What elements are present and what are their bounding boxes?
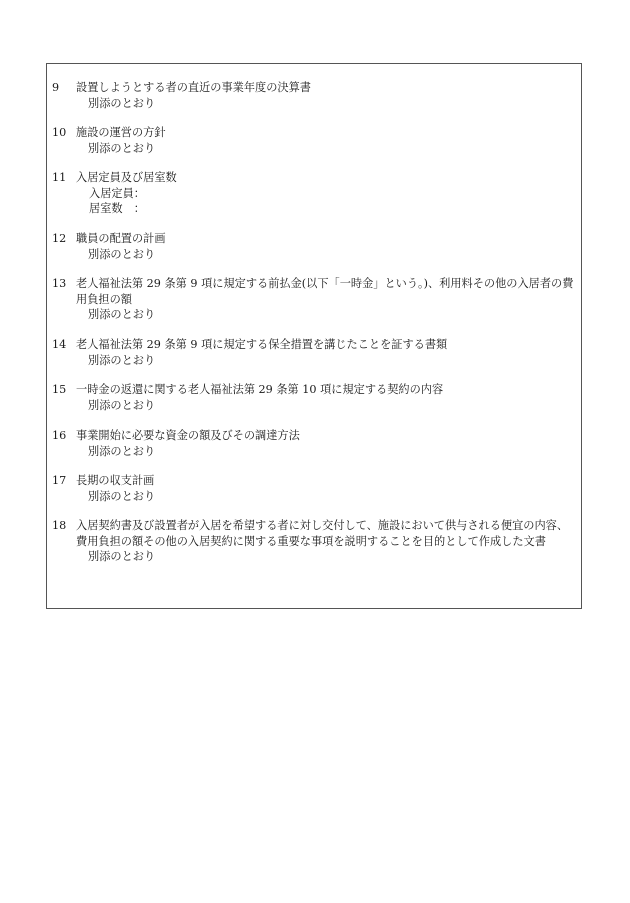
item-heading: 長期の収支計画 (76, 474, 155, 487)
item-heading: 老人福祉法第 29 条第 9 項に規定する保全措置を講じたことを証する書類 (76, 338, 448, 351)
item-number: 10 (52, 126, 67, 139)
item-16 (52, 428, 575, 459)
item-body: 別添のとおり (88, 96, 156, 110)
item-body: 別添のとおり (88, 308, 156, 321)
capacity-label: 入居定員： (89, 186, 145, 200)
item-13 (52, 276, 575, 323)
item-number: 12 (52, 232, 67, 245)
item-number: 13 (52, 277, 67, 290)
item-body: 別添のとおり (88, 141, 156, 155)
item-15 (52, 382, 575, 413)
item-body: 別添のとおり (88, 353, 156, 367)
item-body: 別添のとおり (88, 247, 156, 261)
item-heading: 一時金の返還に関する老人福祉法第 29 条第 10 項に規定する契約の内容 (76, 383, 444, 396)
item-11 (52, 170, 575, 217)
item-10 (52, 125, 575, 156)
item-body: 別添のとおり (88, 550, 156, 563)
item-number: 18 (52, 519, 67, 532)
item-number: 14 (52, 338, 67, 351)
item-heading: 入居契約書及び設置者が入居を希望する者に対し交付して、施設において供与される便宜の内容、費用負担の額その他の入居契約に関する重要な事項を説明することを目的として作成した文書 (76, 519, 569, 548)
item-heading: 入居定員及び居室数 (76, 171, 177, 184)
item-body: 別添のとおり (88, 444, 156, 458)
item-9 (52, 80, 575, 111)
item-number: 9 (52, 81, 60, 94)
item-heading: 老人福祉法第 29 条第 9 項に規定する前払金(以下「一時金」という。)、利用料その他の入居者の費用負担の額 (76, 277, 574, 306)
document-frame (46, 63, 582, 609)
item-number: 15 (52, 383, 67, 396)
item-12 (52, 231, 575, 262)
item-heading: 事業開始に必要な資金の額及びその調達方法 (76, 429, 300, 442)
item-number: 16 (52, 429, 67, 442)
room-count-label: 居室数 ： (89, 202, 145, 215)
item-heading: 施設の運営の方針 (76, 126, 166, 139)
item-heading: 職員の配置の計画 (76, 232, 166, 245)
item-17 (52, 473, 575, 504)
item-body: 別添のとおり (88, 398, 156, 412)
item-heading: 設置しようとする者の直近の事業年度の決算書 (76, 81, 311, 94)
item-body: 別添のとおり (88, 489, 156, 503)
item-number: 17 (52, 474, 67, 487)
item-14 (52, 337, 575, 368)
item-18 (52, 518, 575, 565)
item-number: 11 (52, 171, 67, 184)
